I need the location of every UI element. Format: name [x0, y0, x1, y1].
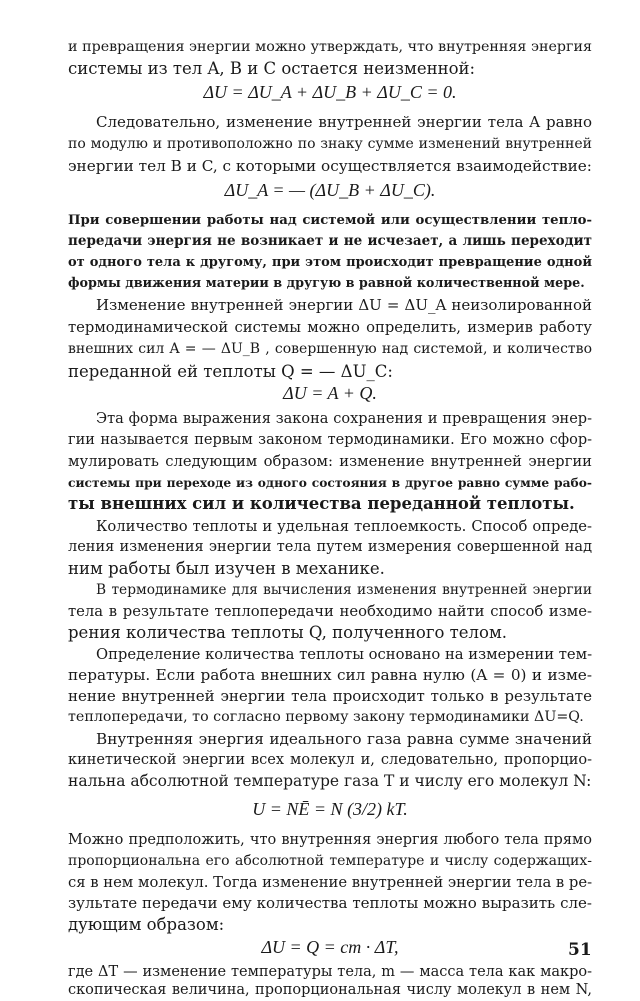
bold-line: передачи энергия не возникает и не исчезает, а лишь переходит — [68, 233, 592, 249]
text-line: переданной ей теплоты Q = — ΔU_C: — [68, 362, 393, 381]
text-line: Изменение внутренней энергии ΔU = ΔU_A неизолированной — [96, 296, 592, 314]
text-line: Эта форма выражения закона сохранения и превращения энер- — [96, 411, 592, 427]
text-line: тела в результате теплопередачи необходимо найти способ изме- — [68, 603, 592, 620]
text-line: Определение количества теплоты основано на измерении тем- — [96, 646, 593, 663]
page-number: 51 — [568, 940, 592, 960]
text-line: внешних сил A = — ΔU_B , совершенную над системой, и количество — [68, 341, 592, 357]
text-line: нальна абсолютной температуре газа T и числу его молекул N: — [68, 772, 592, 790]
formula: U = NĒ = N (3/2) kT. — [252, 799, 408, 819]
text-line: Внутренняя энергия идеального газа равна сумме значений — [96, 730, 592, 748]
formula: ΔU = A + Q. — [283, 383, 377, 403]
bold-line: ты внешних сил и количества переданной теплоты. — [68, 494, 575, 513]
text-line: пропорциональна его абсолютной температуре и числу содержащих- — [68, 853, 592, 869]
text-line: мулировать следующим образом: изменение внутренней энергии — [68, 453, 592, 470]
bold-line: При совершении работы над системой или осуществлении тепло- — [68, 213, 592, 228]
text-line: пературы. Если работа внешних сил равна нулю (A = 0) и изме- — [68, 666, 592, 684]
bold-line: формы движения материи в другую в равной количественной мере. — [68, 276, 585, 291]
text-line: зультате передачи ему количества теплоты можно выразить сле- — [68, 894, 592, 912]
text-line: нение внутренней энергии тела происходит только в результате — [68, 687, 592, 705]
text-line: В термодинамике для вычисления изменения внутренней энергии — [96, 582, 592, 598]
text-line: ним работы был изучен в механике. — [68, 559, 385, 578]
text-line: теплопередачи, то согласно первому закону термодинамики ΔU=Q. — [68, 709, 584, 725]
text-line: ления изменения энергии тела путем измерения совершенной над — [68, 539, 592, 555]
text-line: ся в нем молекул. Тогда изменение внутренней энергии тела в ре- — [68, 874, 593, 891]
text-line: рения количества теплоты Q, полученного телом. — [68, 623, 508, 642]
text-line: по модулю и противоположно по знаку сумме изменений внутренней — [68, 136, 592, 152]
formula: ΔU_A = — (ΔU_B + ΔU_C). — [224, 180, 436, 200]
text-line: гии называется первым законом термодинамики. Его можно сфор- — [68, 432, 592, 448]
text-line: где ΔT — изменение температуры тела, m — масса тела как макро- — [68, 964, 592, 980]
bold-line: системы при переходе из одного состояния в другое равно сумме рабо- — [68, 475, 592, 490]
text-line: термодинамической системы можно определить, измерив работу — [68, 319, 592, 336]
text-line: кинетической энергии всех молекул и, следовательно, пропорцио- — [68, 752, 592, 768]
bold-line: от одного тела к другому, при этом происходит превращение одной — [68, 255, 592, 270]
text-line: дующим образом: — [68, 915, 225, 934]
text-line: Можно предположить, что внутренняя энергия любого тела прямо — [68, 832, 592, 848]
text-line: Количество теплоты и удельная теплоемкость. Способ опреде- — [96, 518, 592, 535]
text-line: системы из тел A, B и C остается неизменной: — [68, 59, 476, 78]
formula: ΔU = Q = cm · ΔT, — [261, 937, 399, 957]
text-line: Следовательно, изменение внутренней энергии тела A равно — [96, 113, 592, 131]
formula: ΔU = ΔU_A + ΔU_B + ΔU_C = 0. — [203, 82, 457, 102]
text-line: скопическая величина, пропорциональная числу молекул в нем N, — [68, 982, 592, 998]
text-line: энергии тел B и C, с которыми осуществляется взаимодействие: — [68, 157, 592, 175]
text-line: и превращения энергии можно утверждать, что внутренняя энергия — [68, 39, 592, 55]
